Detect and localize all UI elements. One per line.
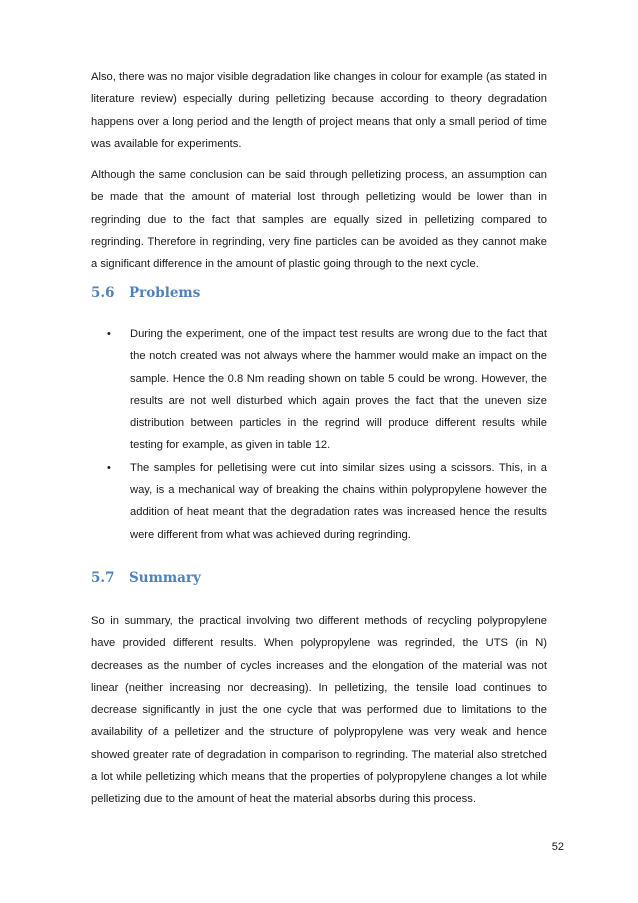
list-item bbox=[91, 323, 547, 457]
paragraph-assumption: Although the same conclusion can be said through pelletizing process, an assumption can be made that the amount of material lost through pelletizing would be lower than in regrinding due to the fact that samples are equally sized in pelletizing compared to regrinding. Therefore in regrinding, very fine particles can be avoided as they cannot make a significant difference in the amount of plastic going through to the next cycle. bbox=[91, 169, 547, 271]
heading-problems-title: Problems bbox=[129, 285, 201, 301]
heading-problems bbox=[91, 285, 200, 301]
list-item-text: During the experiment, one of the impact test results are wrong due to the fact that the notch created was not always where the hammer would make an impact on the sample. Hence the 0.8 Nm reading shown on table 5 could be wrong. However, the results are not well disturbed which again proves the fact that the uneven size distribution between particles in the regrind will produce different results while testing for example, as given in table 12. bbox=[130, 328, 547, 452]
heading-summary bbox=[91, 570, 201, 586]
paragraph-degradation: Also, there was no major visible degradation like changes in colour for example (as stated in literature review) especially during pelletizing because according to theory degradation happens over a long period and the length of project means that only a small period of time was available for experiments. bbox=[91, 71, 547, 150]
list-item bbox=[91, 457, 547, 546]
problems-list bbox=[91, 323, 547, 546]
page-number: 52 bbox=[551, 841, 564, 853]
bullet-icon: • bbox=[107, 461, 111, 474]
heading-problems-number: 5.6 bbox=[91, 285, 115, 301]
bullet-icon: • bbox=[107, 328, 111, 340]
heading-summary-title: Summary bbox=[129, 570, 201, 586]
paragraph-summary: So in summary, the practical involving two different methods of recycling polypropylene have provided different results. When polypropylene was regrinded, the UTS (in N) decreases as the number of cycles increases and the elongation of the material was not linear (neither increasing nor decreasing). In pelletizing, the tensile load continues to decrease significantly in just the one cycle that was performed due to limitations to the availability of a pelletizer and the structure of polypropylene was very weak and hence showed greater rate of degradation in comparison to regrinding. The material also stretched a lot while pelletizing which means that the properties of polypropylene changes a lot while pelletizing due to the amount of heat the material absorbs during this process. bbox=[91, 615, 547, 806]
list-item-text: The samples for pelletising were cut into similar sizes using a scissors. This, in a way, is a mechanical way of breaking the chains within polypropylene however the addition of heat meant that the degradation rates was increased hence the results were different from what was achieved during regrinding. bbox=[130, 461, 547, 541]
heading-summary-number: 5.7 bbox=[91, 570, 115, 586]
